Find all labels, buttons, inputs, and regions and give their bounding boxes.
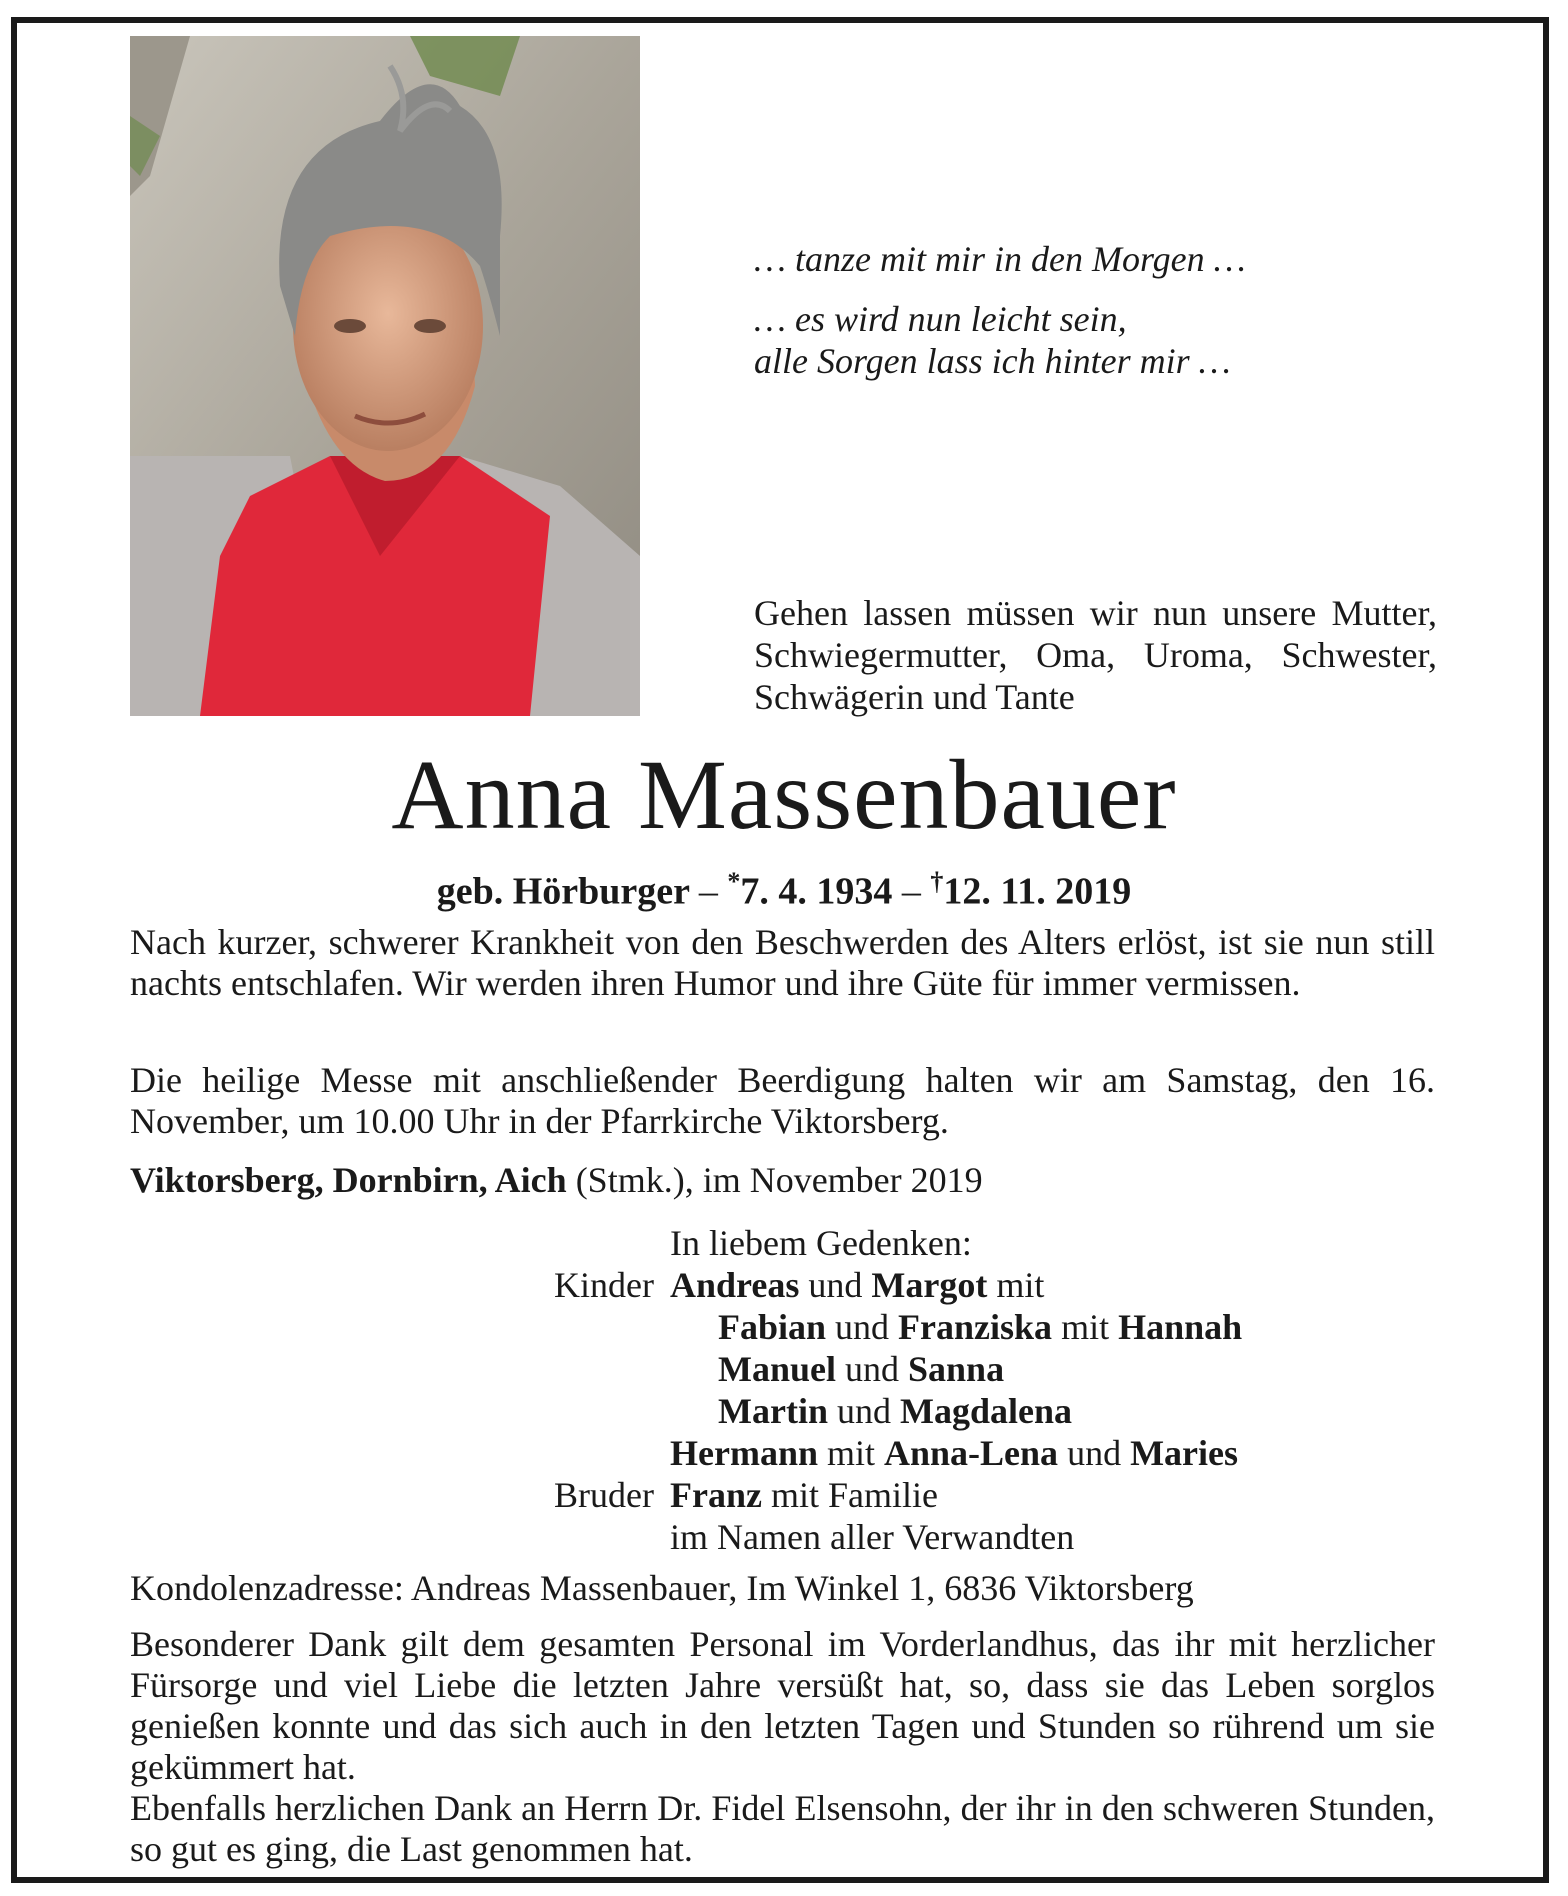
intro-text: Gehen lassen müssen wir nun unsere Mutter, Schwiegermutter, Oma, Uroma, Schwester, Schwägerin und Tante [754,593,1437,717]
family-member: Magdalena [899,1391,1072,1431]
conjunction: und [808,1265,863,1305]
place-towns: Viktorsberg, Dornbirn, Aich [130,1160,567,1200]
list-item [540,1348,1440,1390]
condolence-address: Kondolenzadresse: Andreas Massenbauer, Im Winkel 1, 6836 Viktorsberg [130,1568,1194,1608]
conjunction: mit [827,1433,876,1473]
death-date: 12. 11. 2019 [943,870,1132,913]
family-member: Fabian [718,1307,827,1347]
list-item [540,1306,1440,1348]
poem-line-3: alle Sorgen lass ich hinter mir … [754,341,1231,381]
list-item [540,1474,1440,1516]
family-member: Martin [718,1391,828,1431]
family-member: Franz [670,1475,762,1515]
family-closing: im Namen aller Verwandten [670,1517,1075,1557]
family-member: Andreas [670,1265,800,1305]
family-member: Franziska [898,1307,1053,1347]
conjunction: mit [1061,1307,1110,1347]
list-item [540,1516,1440,1558]
family-note: mit Familie [770,1475,938,1515]
portrait-photo [130,36,640,716]
family-member: Hannah [1118,1307,1243,1347]
poem-line-1: … tanze mit mir in den Morgen … [754,239,1246,279]
conjunction: und [836,1391,891,1431]
birth-name: geb. Hörburger [436,870,690,913]
dash: – [698,870,718,913]
list-item [540,1432,1440,1474]
family-member: Sanna [908,1349,1005,1389]
family-member: Maries [1130,1433,1239,1473]
family-member: Anna-Lena [884,1433,1059,1473]
relation-label: Kinder [554,1265,654,1305]
birth-date: 7. 4. 1934 [740,870,893,913]
conjunction: mit [996,1265,1045,1305]
deceased-name: Anna Massenbauer [391,739,1177,850]
place-date [130,1160,1435,1201]
portrait-illustration [130,36,640,716]
family-member: Margot [871,1265,988,1305]
poem-line-2: … es wird nun leicht sein, [754,299,1127,339]
dash: – [901,870,921,913]
relation-label: Bruder [554,1475,654,1515]
paragraph-illness: Nach kurzer, schwerer Krankheit von den Beschwerden des Alters erlöst, ist sie nun still nachts entschlafen. Wir werden ihren Humor und ihre Güte für immer vermissen. [130,922,1435,1003]
family-heading: In liebem Gedenken: [670,1223,972,1263]
thanks-staff: Besonderer Dank gilt dem gesamten Personal im Vorderlandhus, das ihr mit herzlicher Fürsorge und viel Liebe die letzten Jahre versüßt hat, so, dass sie das Leben sorglos genießen konnte und das sich auch in den letzten Tagen und Stunden so rührend um sie gekümmert hat. [130,1624,1435,1787]
thanks-doctor: Ebenfalls herzlichen Dank an Herrn Dr. Fidel Elsensohn, der ihr in den schweren Stunden, so gut es ging, die Last genommen hat. [130,1788,1435,1869]
conjunction: und [845,1349,900,1389]
family-member: Hermann [670,1433,818,1473]
family-list [540,1222,1440,1558]
life-dates [0,860,1568,914]
birth-symbol: * [727,867,741,896]
death-symbol: † [930,867,944,896]
family-member: Manuel [718,1349,837,1389]
list-item [540,1390,1440,1432]
place-rest: (Stmk.), im November 2019 [566,1160,983,1200]
conjunction: und [835,1307,890,1347]
conjunction: und [1067,1433,1122,1473]
paragraph-funeral: Die heilige Messe mit anschließender Beerdigung halten wir am Samstag, den 16. November, um 10.00 Uhr in der Pfarrkirche Viktorsberg. [130,1060,1435,1141]
poem-quote [754,238,1474,400]
list-item [540,1264,1440,1306]
list-item [540,1222,1440,1264]
